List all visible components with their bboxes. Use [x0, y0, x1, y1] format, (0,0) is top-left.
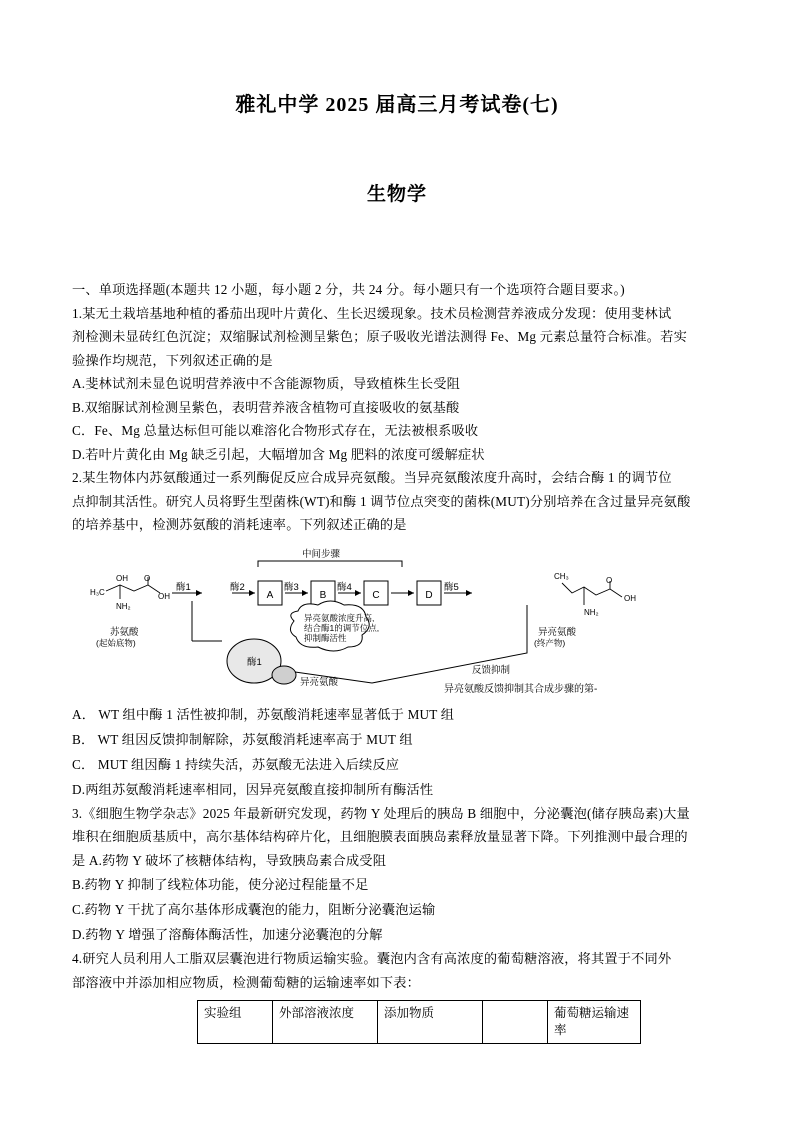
enzyme-2: 酶2: [230, 581, 245, 593]
fig-top-label: 中间步骤: [302, 548, 341, 560]
node-c: C: [372, 589, 380, 601]
fig-start-label: 苏氨酸: [110, 626, 139, 638]
bubble-line-3: 抑制酶活性: [304, 632, 347, 643]
q3-stem-line-3: 是 A.药物 Y 破坏了核糖体结构，导致胰岛素合成受阻: [72, 852, 387, 868]
enzyme-1-blob-label: 酶1: [247, 656, 262, 668]
right-molecule-oh: OH: [624, 593, 636, 603]
q1-option-d: D.若叶片黄化由 Mg 缺乏引起，大幅增加含 Mg 肥料的浓度可缓解症状: [72, 446, 485, 462]
q4-stem-line-1: 4.研究人员利用人工脂双层囊泡进行物质运输实验。囊泡内含有高浓度的葡萄糖溶液，将其置于不同外: [72, 951, 672, 966]
q2-stem-line-1: 2.某生物体内苏氨酸通过一系列酶促反应合成异亮氨酸。当异亮氨酸浓度升高时，会结合酶 1 的调节位: [72, 470, 672, 485]
exam-body: [72, 278, 722, 1044]
left-molecule-nh2: NH₂: [116, 601, 131, 611]
question-2: [72, 466, 722, 802]
q2-stem-line-2: 点抑制其活性。研究人员将野生型菌株(WT)和酶 1 调节位点突变的菌株(MUT)分别培养在含过量异亮氨酸: [72, 493, 691, 509]
section-heading: 一、单项选择题(本题共 12 小题，每小题 2 分，共 24 分。每小题只有一个选项符合题目要求。): [72, 282, 625, 297]
q1-option-b: B.双缩脲试剂检测呈紫色，表明营养液含植物可直接吸收的氨基酸: [72, 399, 460, 415]
q2-option-d: D.两组苏氨酸消耗速率相同，因异亮氨酸直接抑制所有酶活性: [72, 781, 434, 797]
q2-option-b: B． WT 组因反馈抑制解除，苏氨酸消耗速率高于 MUT 组: [72, 731, 413, 747]
enzyme-3: 酶3: [284, 581, 299, 593]
enzyme-4: 酶4: [337, 581, 352, 593]
page-content: [72, 0, 722, 1044]
q3-stem-line-1: 3.《细胞生物学杂志》2025 年最新研究发现，药物 Y 处理后的胰岛 B 细胞中，分泌囊泡(储存胰岛素)大量: [72, 805, 690, 821]
left-molecule-h3c: H₃C: [90, 587, 105, 597]
question-4: [72, 947, 722, 1044]
q1-stem-line-2: 剂检测未显砖红色沉淀；双缩脲试剂检测呈紫色；原子吸收光谱法测得 Fe、Mg 元素总量符合标准。若实: [72, 329, 687, 344]
table-header-group: 实验组: [198, 1001, 273, 1044]
q1-stem-line-1: 1.某无土栽培基地种植的番茄出现叶片黄化、生长迟缓现象。技术员检测营养液成分发现：使用斐林试: [72, 305, 672, 321]
q3-stem-line-2: 堆积在细胞质基质中，高尔基体结构碎片化，且细胞膜表面胰岛素释放量显著下降。下列推测中最合理的: [72, 829, 688, 844]
right-molecule-ch3: CH₃: [554, 571, 569, 581]
left-molecule-o: O: [144, 573, 151, 583]
fig-end-label: 异亮氨酸: [538, 626, 577, 638]
enzyme-5: 酶5: [444, 581, 459, 593]
experiment-table: [197, 1000, 641, 1044]
q2-stem-line-3: 的培养基中，检测苏氨酸的消耗速率。下列叙述正确的是: [72, 517, 407, 532]
q1-option-c: C．Fe、Mg 总量达标但可能以难溶化合物形式存在，无法被根系吸收: [72, 423, 479, 438]
table-header-blank: [483, 1001, 548, 1044]
bubble-line-1: 异亮氨酸浓度升高,: [304, 612, 375, 623]
bubble-line-2: 结合酶1的调节位点,: [304, 622, 380, 633]
q3-option-b: B.药物 Y 抑制了线粒体功能，使分泌过程能量不足: [72, 877, 369, 892]
table-header-substance: 添加物质: [378, 1001, 483, 1044]
figure-caption: 异亮氨酸反馈抑制其合成步骤的第-: [444, 683, 598, 695]
question-3: [72, 802, 722, 948]
right-molecule-o: O: [606, 575, 613, 585]
q4-stem-line-2: 部溶液中并添加相应物质，检测葡萄糖的运输速率如下表：: [72, 974, 421, 990]
feedback-inhibition-figure: [72, 543, 722, 698]
right-molecule-nh2: NH₂: [584, 607, 599, 617]
page-title: 雅礼中学 2025 届高三月考试卷(七): [235, 94, 559, 116]
fig-end-sublabel: (终产物): [534, 637, 566, 648]
feedback-label: 反馈抑制: [472, 664, 511, 676]
left-molecule-oh: OH: [116, 573, 128, 583]
left-molecule-oh2: OH: [158, 591, 170, 601]
node-b: B: [319, 589, 327, 601]
product-label: 异亮氨酸: [300, 676, 339, 688]
table-header-rate: 葡萄糖运输速率: [548, 1001, 641, 1044]
q2-option-c: C． MUT 组因酶 1 持续失活，苏氨酸无法进入后续反应: [72, 756, 400, 772]
q3-option-c: C.药物 Y 干扰了高尔基体形成囊泡的能力，阻断分泌囊泡运输: [72, 902, 436, 917]
q2-option-a: A． WT 组中酶 1 活性被抑制，苏氨酸消耗速率显著低于 MUT 组: [72, 706, 455, 722]
q1-stem-line-3: 验操作均规范，下列叙述正确的是: [72, 352, 273, 368]
node-a: A: [266, 589, 274, 601]
table-header-concentration: 外部溶液浓度: [273, 1001, 378, 1044]
enzyme-1: 酶1: [176, 581, 191, 593]
fig-start-sublabel: (起始底物): [96, 637, 136, 648]
table-row: [198, 1001, 641, 1044]
node-d: D: [425, 589, 433, 601]
subject-title: 生物学: [366, 184, 427, 205]
q1-option-a: A.斐林试剂未显色说明营养液中不含能源物质，导致植株生长受阻: [72, 376, 461, 391]
question-1: [72, 302, 722, 467]
q3-option-d: D.药物 Y 增强了溶酶体酶活性，加速分泌囊泡的分解: [72, 927, 383, 942]
